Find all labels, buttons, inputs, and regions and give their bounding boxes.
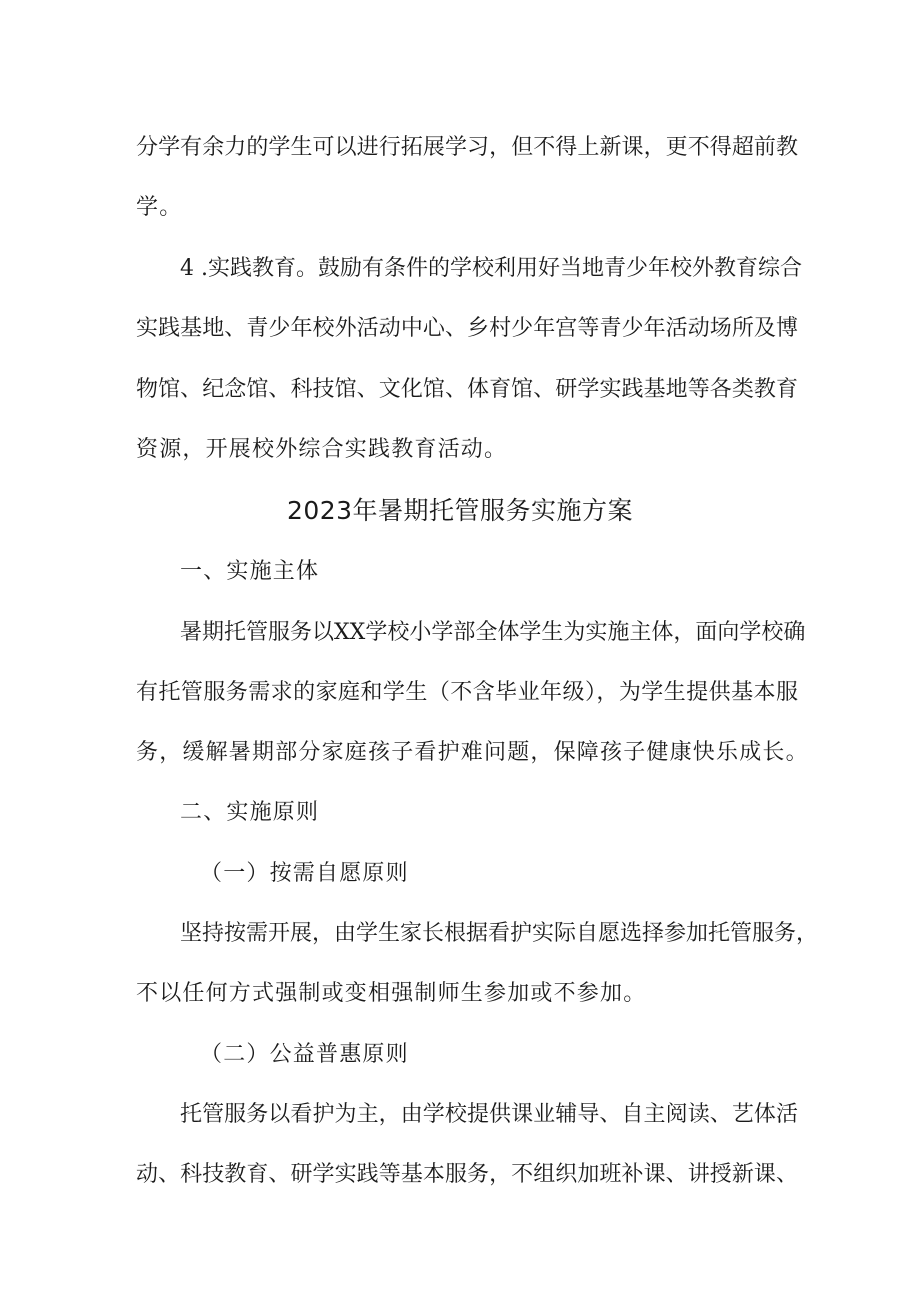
paragraph-line: 学。 <box>136 195 183 220</box>
paragraph-line: 分学有余力的学生可以进行拓展学习，但不得上新课，更不得超前教 <box>136 135 798 160</box>
subsection-heading: （二）公益普惠原则 <box>200 1042 409 1067</box>
paragraph-line: 有托管服务需求的家庭和学生（不含毕业年级），为学生提供基本服 <box>136 680 798 705</box>
subsection-heading: （一）按需自愿原则 <box>200 861 409 886</box>
paragraph-line: 托管服务以看护为主，由学校提供课业辅导、自主阅读、艺体活 <box>180 1102 798 1127</box>
document-title: 2023年暑期托管服务实施方案 <box>286 496 634 525</box>
paragraph-line: 坚持按需开展，由学生家长根据看护实际自愿选择参加托管服务， <box>180 921 819 946</box>
paragraph-line: 务，缓解暑期部分家庭孩子看护难问题，保障孩子健康快乐成长。 <box>136 740 809 765</box>
paragraph-line: 资源，开展校外综合实践教育活动。 <box>136 437 508 462</box>
paragraph-line: 不以任何方式强制或变相强制师生参加或不参加。 <box>136 981 647 1006</box>
paragraph-line: 4 .实践教育。鼓励有条件的学校利用好当地青少年校外教育综合 <box>180 256 802 281</box>
paragraph-line: 实践基地、青少年校外活动中心、乡村少年宫等青少年活动场所及博 <box>136 316 798 341</box>
section-heading: 二、实施原则 <box>180 800 320 825</box>
paragraph-line: 物馆、纪念馆、科技馆、文化馆、体育馆、研学实践基地等各类教育 <box>136 377 798 402</box>
paragraph-line: 暑期托管服务以XX学校小学部全体学生为实施主体，面向学校确 <box>180 620 806 645</box>
section-heading: 一、实施主体 <box>180 559 320 584</box>
paragraph-line: 动、科技教育、研学实践等基本服务，不组织加班补课、讲授新课、 <box>136 1162 798 1187</box>
